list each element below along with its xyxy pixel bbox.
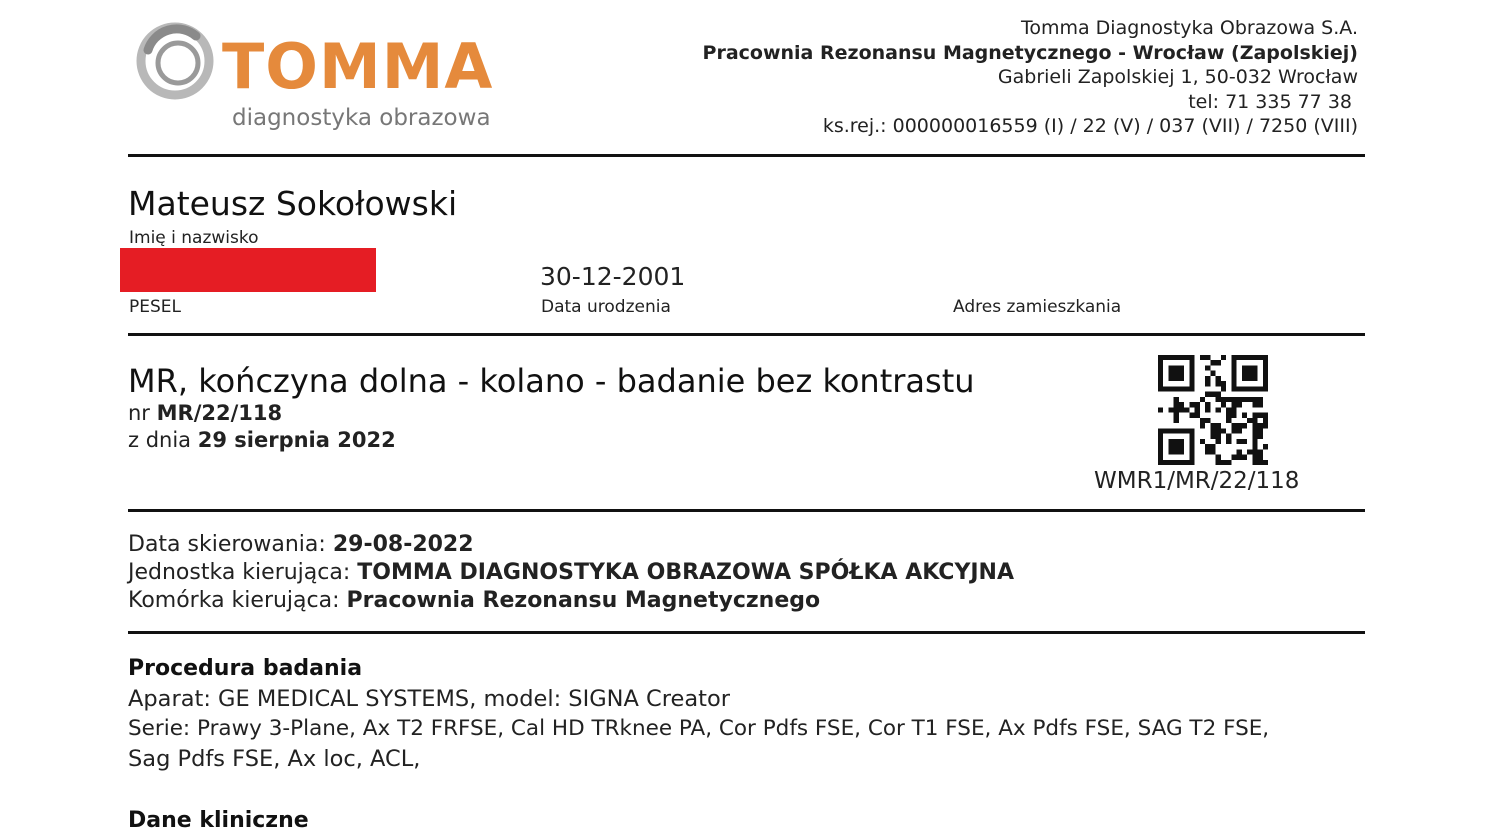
qr-code-text: WMR1/MR/22/118 xyxy=(1094,468,1300,494)
referral-unit xyxy=(128,560,1014,585)
referral-cell-label: Komórka kierująca: xyxy=(128,588,340,613)
company-address: Gabrieli Zapolskiej 1, 50-032 Wrocław xyxy=(997,66,1358,88)
procedure-heading: Procedura badania xyxy=(128,656,363,681)
procedure-series-line1: Serie: Prawy 3-Plane, Ax T2 FRFSE, Cal HD TRknee PA, Cor Pdfs FSE, Cor T1 FSE, Ax Pdfs FSE, SAG T2 FSE, xyxy=(128,716,1270,741)
address-label: Adres zamieszkania xyxy=(953,297,1122,317)
birth-date-label: Data urodzenia xyxy=(541,297,671,317)
exam-date-prefix: z dnia xyxy=(128,428,192,452)
logo-subtitle: diagnostyka obrazowa xyxy=(232,105,491,131)
divider xyxy=(128,333,1365,336)
exam-number-prefix: nr xyxy=(128,401,150,425)
referral-cell-value: Pracownia Rezonansu Magnetycznego xyxy=(346,588,821,613)
pesel-redaction xyxy=(120,248,376,292)
divider xyxy=(128,509,1365,512)
exam-date xyxy=(128,428,396,452)
tomma-logo-icon xyxy=(134,20,216,102)
patient-name-label: Imię i nazwisko xyxy=(129,228,259,248)
pesel-label: PESEL xyxy=(129,297,181,317)
company-phone: tel: 71 335 77 38 xyxy=(1188,90,1352,113)
company-name: Tomma Diagnostyka Obrazowa S.A. xyxy=(1020,17,1358,39)
procedure-device: Aparat: GE MEDICAL SYSTEMS, model: SIGNA Creator xyxy=(128,686,730,712)
qr-code-icon xyxy=(1158,355,1268,465)
exam-number xyxy=(128,401,282,425)
referral-cell xyxy=(128,588,820,613)
referral-date xyxy=(128,532,474,557)
divider xyxy=(128,154,1365,157)
company-unit: Pracownia Rezonansu Magnetycznego - Wrocław (Zapolskiej) xyxy=(702,41,1358,64)
patient-name: Mateusz Sokołowski xyxy=(128,184,458,223)
divider xyxy=(128,631,1365,634)
exam-number-value: MR/22/118 xyxy=(156,401,283,425)
referral-date-value: 29-08-2022 xyxy=(332,532,474,557)
logo-wordmark: TOMMA xyxy=(222,30,494,103)
exam-title: MR, kończyna dolna - kolano - badanie bez kontrastu xyxy=(128,362,975,400)
referral-unit-label: Jednostka kierująca: xyxy=(128,560,351,585)
procedure-series-line2: Sag Pdfs FSE, Ax loc, ACL, xyxy=(128,746,421,772)
company-registry: ks.rej.: 000000016559 (I) / 22 (V) / 037 (VII) / 7250 (VIII) xyxy=(822,115,1358,137)
company-header xyxy=(703,16,1358,139)
exam-date-value: 29 sierpnia 2022 xyxy=(197,428,396,452)
referral-unit-value: TOMMA DIAGNOSTYKA OBRAZOWA SPÓŁKA AKCYJNA xyxy=(357,560,1014,585)
birth-date: 30-12-2001 xyxy=(540,262,686,291)
clinical-data-heading: Dane kliniczne xyxy=(128,808,309,833)
referral-date-label: Data skierowania: xyxy=(128,532,326,557)
